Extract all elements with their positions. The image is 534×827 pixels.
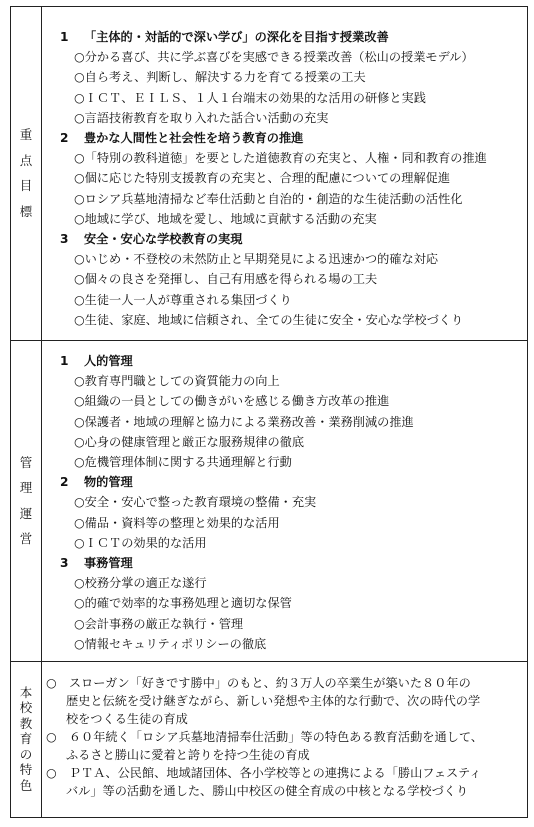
label-char: 育 xyxy=(19,731,33,747)
row-priority-goals xyxy=(11,7,527,340)
list-item: ○備品・資料等の整理と効果的な活用 xyxy=(74,515,280,530)
label-char: 営 xyxy=(19,531,33,546)
section-heading xyxy=(50,128,519,148)
label-char: 運 xyxy=(19,505,33,521)
row-content xyxy=(42,7,527,340)
list-item: ○地域に学び、地域を愛し、地域に貢献する活動の充実 xyxy=(74,211,377,226)
label-char: 目 xyxy=(19,178,33,193)
list-item: ○個に応じた特別支援教育の充実と、合理的配慮についての理解促進 xyxy=(74,171,451,186)
paragraph-line: ○ スローガン「好きです勝中」のもと、約３万人の卒業生が築いた８０年の xyxy=(46,676,471,690)
section-title: 物的管理 xyxy=(84,475,133,490)
list-item: ○保護者・地域の理解と協力による業務改善・業務削減の推進 xyxy=(74,414,414,429)
row-label xyxy=(19,454,33,546)
row-label-cell xyxy=(11,662,42,817)
paragraph-line: ○ ６０年続く「ロシア兵墓地清掃奉仕活動」等の特色ある教育活動を通して、 xyxy=(46,730,483,744)
section-title: 安全・安心な学校教育の実現 xyxy=(84,232,243,247)
section-heading xyxy=(50,27,519,47)
list-item: ○ロシア兵墓地清掃など奉仕活動と自治的・創造的な生徒活動の活性化 xyxy=(74,191,463,206)
label-char: 色 xyxy=(19,777,33,793)
list-item: ○情報セキュリティポリシーの徹底 xyxy=(74,636,267,651)
section-title: 人的管理 xyxy=(84,354,133,368)
row-label xyxy=(20,129,33,218)
label-char: 標 xyxy=(19,203,33,219)
label-char: 特 xyxy=(19,762,33,778)
list-item: ○生徒、家庭、地域に信頼され、全ての生徒に安全・安心な学校づくり xyxy=(74,312,464,327)
section-title: 事務管理 xyxy=(84,556,133,571)
list-item: ○安全・安心で整った教育環境の整備・充実 xyxy=(74,495,317,510)
list-item: ○いじめ・不登校の未然防止と早期発見による迅速かつ的確な対応 xyxy=(74,252,439,267)
list-item: ○危機管理体制に関する共通理解と行動 xyxy=(74,455,292,470)
section-number: 1 xyxy=(60,30,69,44)
row-management xyxy=(11,340,527,661)
section-number: 2 xyxy=(60,475,69,490)
section-title: 「主体的・対話的で深い学び」の深化を目指す授業改善 xyxy=(84,30,389,44)
list-item: ○校務分掌の適正な遂行 xyxy=(74,576,207,591)
list-item: ○組織の一員としての働きがいを感じる働き方改革の推進 xyxy=(74,394,390,409)
label-char: 点 xyxy=(19,152,33,168)
label-char: の xyxy=(19,746,33,762)
list-item: ○会計事務の厳正な執行・管理 xyxy=(74,616,244,631)
section-number: 3 xyxy=(60,556,69,571)
paragraph-line: ○ ＰＴＡ、公民館、地域諸団体、各小学校等との連携による「勝山フェスティ xyxy=(46,766,482,780)
paragraph-line: 校をつくる生徒の育成 xyxy=(66,712,188,726)
paragraph-line: 歴史と伝統を受け継ぎながら、新しい発想や主体的な行動で、次の時代の学 xyxy=(66,694,481,708)
paragraph-line: ふるさと勝山に愛着と誇りを持つ生徒の育成 xyxy=(66,748,310,762)
list-item: ○ＩＣＴ、ＥＩＬＳ、１人１台端末の効果的な活用の研修と実践 xyxy=(74,90,426,105)
section-title: 豊かな人間性と社会性を培う教育の推進 xyxy=(84,131,304,146)
paragraph-line: バル」等の活動を通した、勝山中校区の健全育成の中核となる学校づくり xyxy=(66,784,469,798)
list-item: ○ＩＣＴの効果的な活用 xyxy=(74,535,207,550)
label-char: 本 xyxy=(19,684,33,700)
row-label-cell xyxy=(11,7,42,340)
list-item: ○言語技術教育を取り入れた話合い活動の充実 xyxy=(74,110,329,125)
section-number: 3 xyxy=(60,232,69,247)
list-item: ○教育専門職としての資質能力の向上 xyxy=(74,374,280,389)
section-heading xyxy=(50,351,519,371)
list-item: ○的確で効率的な事務処理と適切な保管 xyxy=(74,596,292,611)
label-char: 理 xyxy=(19,480,33,495)
label-char: 重 xyxy=(19,127,33,142)
row-content xyxy=(42,662,527,817)
list-item: ○分かる喜び、共に学ぶ喜びを実感できる授業改善（松山の授業モデル） xyxy=(74,50,474,65)
section-heading xyxy=(50,472,519,492)
section-number: 2 xyxy=(60,131,69,146)
section-heading xyxy=(50,229,519,249)
list-item: ○「特別の教科道徳」を要とした道徳教育の充実と、人権・同和教育の推進 xyxy=(74,151,487,166)
list-item: ○心身の健康管理と厳正な服務規律の徹底 xyxy=(74,434,305,449)
school-policy-table xyxy=(10,6,528,818)
label-char: 校 xyxy=(19,700,33,716)
label-char: 教 xyxy=(19,715,33,731)
list-item: ○自ら考え、判断し、解決する力を育てる授業の工夫 xyxy=(74,70,366,85)
row-label xyxy=(19,684,33,793)
section-heading xyxy=(50,553,519,573)
label-char: 管 xyxy=(19,454,33,470)
row-school-features xyxy=(11,661,527,817)
list-item: ○生徒一人一人が尊重される集団づくり xyxy=(74,292,292,307)
list-item: ○個々の良さを発揮し、自己有用感を得られる場の工夫 xyxy=(74,272,378,287)
section-number: 1 xyxy=(60,354,69,368)
row-content xyxy=(42,341,527,661)
row-label-cell xyxy=(11,341,42,661)
